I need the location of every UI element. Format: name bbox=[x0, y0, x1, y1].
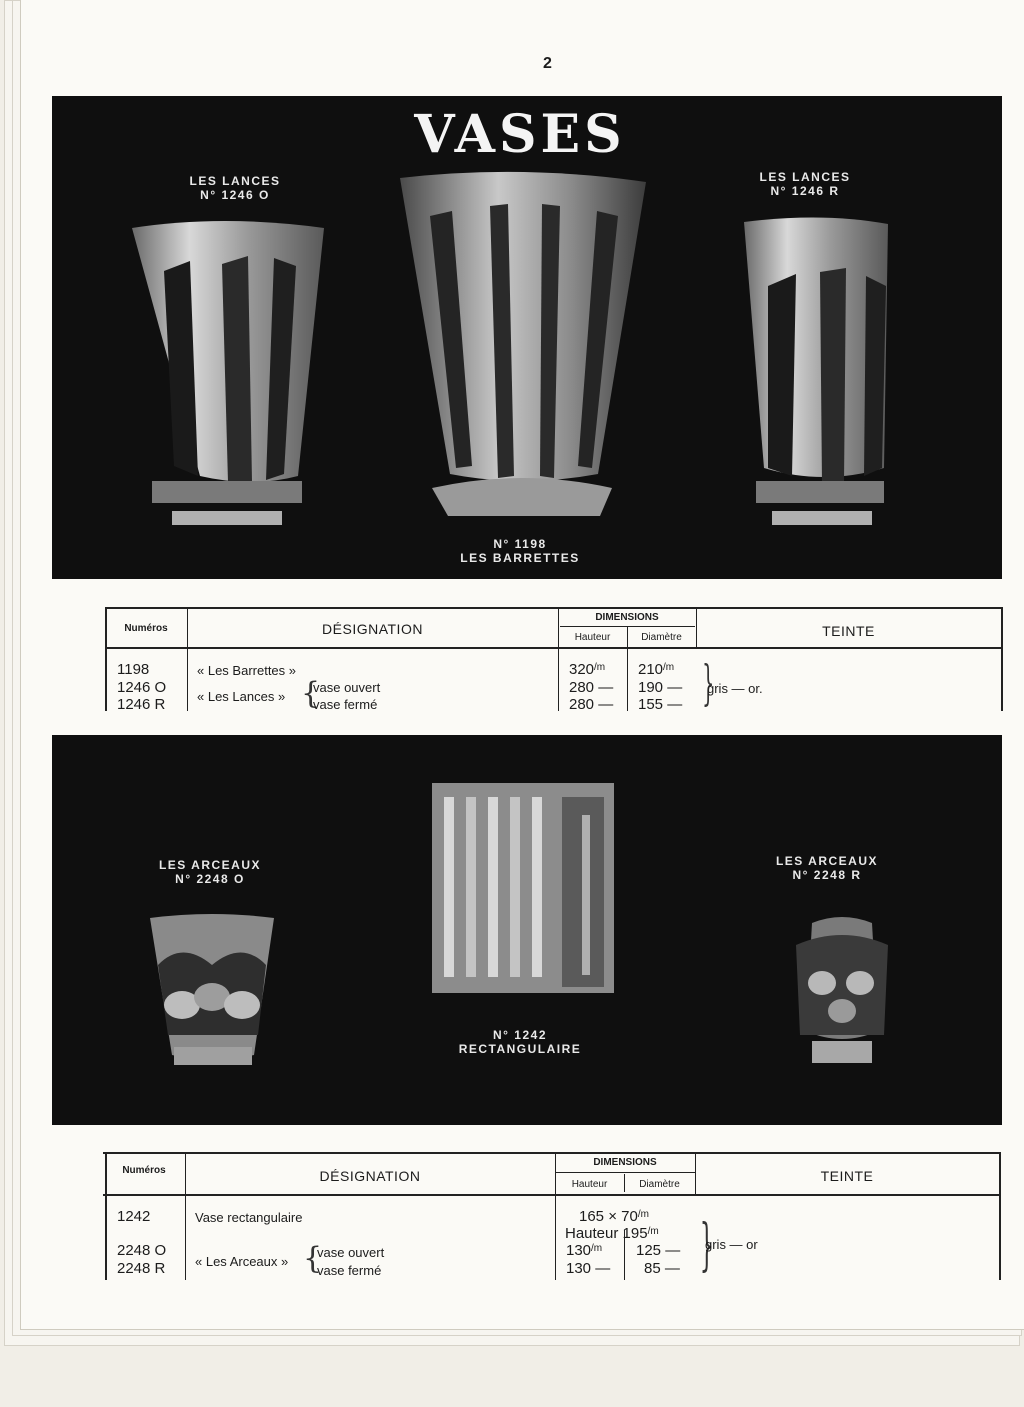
caption-arceaux-2248-o bbox=[125, 858, 295, 886]
cell-teinte: gris — or bbox=[705, 1237, 758, 1252]
table-rule bbox=[556, 1172, 696, 1173]
caption-barrettes-1198 bbox=[435, 537, 605, 565]
table-rule bbox=[105, 647, 1003, 649]
brace: { bbox=[301, 676, 321, 711]
unit-mm: /m bbox=[594, 662, 606, 673]
cell-dimensions bbox=[579, 1208, 649, 1225]
cell-numero: 1246 O bbox=[117, 679, 167, 696]
table-rule bbox=[999, 1152, 1001, 1280]
caption-line: LES BARRETTES bbox=[460, 551, 580, 565]
cell-diametre: 125 — bbox=[636, 1242, 681, 1259]
caption-line: N° 1246 O bbox=[200, 188, 270, 202]
table-rule bbox=[555, 1152, 556, 1280]
cell-dimensions bbox=[565, 1225, 659, 1242]
cell-diametre: 85 — bbox=[644, 1260, 680, 1277]
caption-line: N° 2248 R bbox=[792, 868, 862, 882]
cell-numero: 1242 bbox=[117, 1208, 151, 1225]
unit-mm: /m bbox=[647, 1226, 659, 1237]
header-hauteur: Hauteur bbox=[571, 1179, 608, 1190]
brace: { bbox=[303, 1241, 323, 1276]
caption-line: LES LANCES bbox=[759, 170, 851, 184]
header-numeros: Numéros bbox=[122, 1165, 166, 1176]
caption-line: LES ARCEAUX bbox=[158, 858, 262, 872]
vases-photo-bottom bbox=[52, 735, 1002, 1125]
header-designation: DÉSIGNATION bbox=[322, 621, 423, 637]
spec-table-2 bbox=[103, 1152, 1001, 1280]
vase-group-bottom bbox=[52, 735, 1002, 1125]
cell-designation-group: « Les Arceaux » bbox=[195, 1254, 289, 1269]
brace: } bbox=[702, 655, 715, 711]
unit-mm: /m bbox=[591, 1243, 603, 1254]
caption-line: N° 1198 bbox=[493, 537, 547, 551]
cell-diametre bbox=[638, 661, 674, 678]
value: 165 × 70 bbox=[579, 1208, 638, 1225]
value: 130 bbox=[566, 1242, 592, 1259]
cell-numero: 1198 bbox=[117, 661, 150, 678]
caption-line: N° 1242 bbox=[493, 1028, 547, 1042]
cell-variant: vase fermé bbox=[313, 697, 378, 712]
section-title: VASES bbox=[414, 104, 626, 165]
cell-designation: Vase rectangulaire bbox=[195, 1210, 303, 1225]
cell-teinte: gris — or. bbox=[707, 681, 763, 696]
cell-diametre: 190 — bbox=[638, 679, 683, 696]
page-number: 2 bbox=[543, 55, 552, 72]
table-rule bbox=[103, 1194, 1001, 1196]
cell-hauteur bbox=[566, 1242, 602, 1259]
cell-hauteur: 280 — bbox=[569, 679, 614, 696]
cell-variant: vase ouvert bbox=[317, 1245, 385, 1260]
caption-line: RECTANGULAIRE bbox=[458, 1042, 582, 1056]
cell-variant: vase ouvert bbox=[313, 680, 381, 695]
cell-designation: « Les Barrettes » bbox=[197, 663, 296, 678]
header-dimensions: DIMENSIONS bbox=[593, 1157, 657, 1168]
header-diametre: Diamètre bbox=[639, 1179, 680, 1190]
table-rule bbox=[1001, 607, 1003, 711]
vase-lances-1246-o bbox=[52, 96, 1002, 579]
cell-numero: 1246 R bbox=[117, 696, 166, 713]
header-designation: DÉSIGNATION bbox=[319, 1168, 421, 1184]
value: 210 bbox=[638, 661, 664, 678]
header-numeros: Numéros bbox=[124, 623, 168, 634]
table-rule bbox=[103, 1152, 1001, 1154]
caption-line: N° 2248 O bbox=[175, 872, 245, 886]
header-dimensions: DIMENSIONS bbox=[595, 612, 659, 623]
cell-hauteur: 280 — bbox=[569, 696, 614, 713]
caption-lances-1246-o bbox=[150, 174, 320, 202]
cell-hauteur bbox=[569, 661, 605, 678]
caption-line: LES ARCEAUX bbox=[775, 854, 879, 868]
caption-line: LES LANCES bbox=[189, 174, 281, 188]
caption-lances-1246-r bbox=[720, 170, 890, 198]
caption-rectangulaire-1242 bbox=[435, 1028, 605, 1056]
header-diametre: Diamètre bbox=[641, 632, 682, 643]
table-rule bbox=[105, 607, 1003, 609]
cell-diametre: 155 — bbox=[638, 696, 683, 713]
header-teinte: TEINTE bbox=[820, 1168, 874, 1184]
caption-arceaux-2248-r bbox=[742, 854, 912, 882]
cell-hauteur: 130 — bbox=[566, 1260, 611, 1277]
header-hauteur: Hauteur bbox=[574, 632, 611, 643]
cell-variant: vase fermé bbox=[317, 1263, 382, 1278]
spec-table-1 bbox=[105, 607, 1003, 711]
value: 320 bbox=[569, 661, 595, 678]
brace: } bbox=[699, 1213, 714, 1278]
vases-photo-top bbox=[52, 96, 1002, 579]
cell-numero: 2248 R bbox=[117, 1260, 166, 1277]
value: Hauteur 195 bbox=[565, 1225, 648, 1242]
caption-line: N° 1246 R bbox=[770, 184, 840, 198]
unit-mm: /m bbox=[663, 662, 675, 673]
header-teinte: TEINTE bbox=[822, 623, 875, 639]
cell-numero: 2248 O bbox=[117, 1242, 167, 1259]
cell-designation-group: « Les Lances » bbox=[197, 689, 286, 704]
unit-mm: /m bbox=[637, 1209, 649, 1220]
